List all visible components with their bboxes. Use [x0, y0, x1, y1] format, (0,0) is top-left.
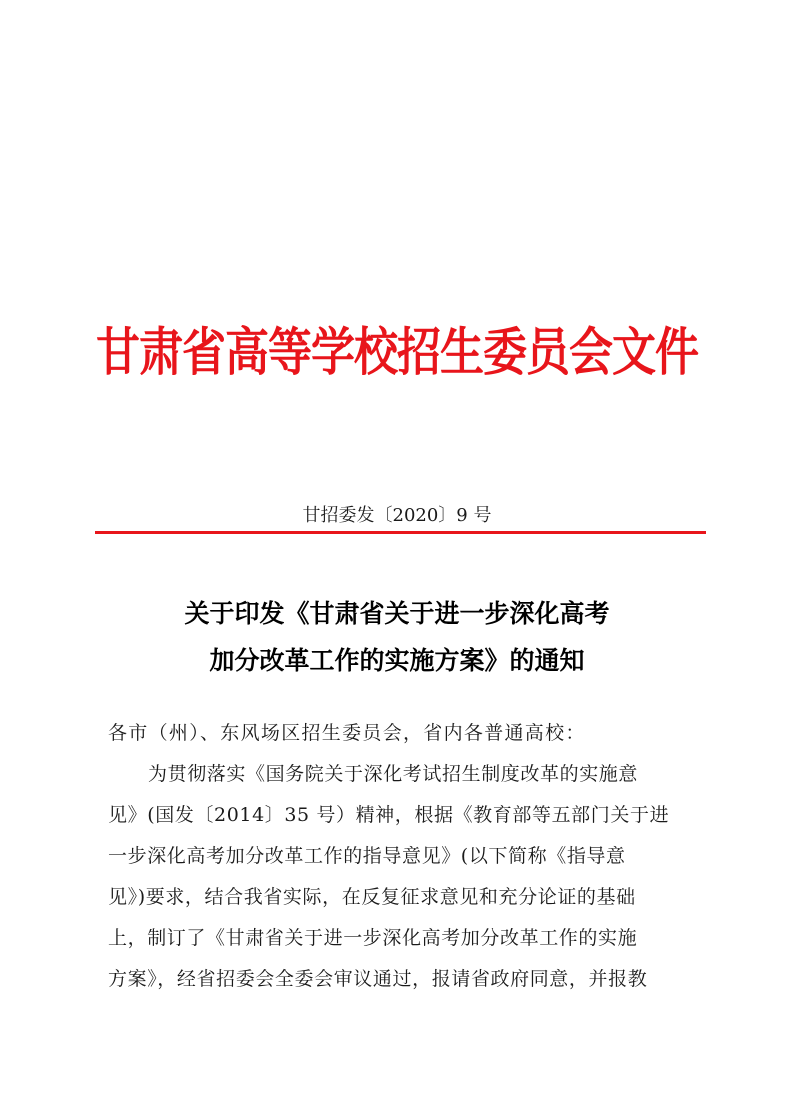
paragraph-line-2: 见》(国发〔2014〕35 号）精神，根据《教育部等五部门关于进: [108, 804, 670, 826]
masthead-title: 甘肃省高等学校招生委员会文件: [96, 322, 698, 383]
red-divider-line: [95, 531, 706, 534]
document-title-line-2: 加分改革工作的实施方案》的通知: [209, 646, 585, 675]
paragraph-line-3: 一步深化高考加分改革工作的指导意见》(以下简称《指导意: [108, 845, 626, 867]
paragraph-line-4: 见》)要求，结合我省实际，在反复征求意见和充分论证的基础: [108, 886, 636, 908]
paragraph-line-5: 上，制订了《甘肃省关于进一步深化高考加分改革工作的实施: [108, 927, 638, 949]
document-number: 甘招委发〔2020〕9 号: [302, 505, 492, 526]
document-title-line-1: 关于印发《甘肃省关于进一步深化高考: [184, 599, 610, 628]
salutation: 各市（州）、东风场区招生委员会，省内各普通高校：: [108, 722, 586, 744]
paragraph-line-6: 方案》，经省招委会全委会审议通过，报请省政府同意，并报教: [108, 968, 648, 990]
paragraph-line-1: 为贯彻落实《国务院关于深化考试招生制度改革的实施意: [148, 763, 639, 785]
